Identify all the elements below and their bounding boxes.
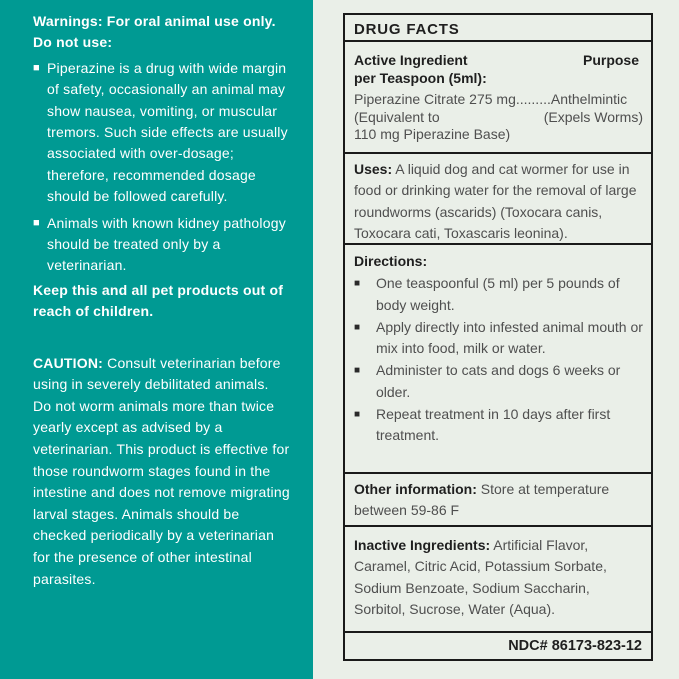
direction-item — [354, 317, 643, 360]
active-ingredient-values — [354, 91, 643, 144]
warning-bullet-item — [33, 58, 290, 208]
equivalent-row — [354, 109, 643, 127]
piperazine-base-text: 110 mg Piperazine Base) — [354, 126, 511, 143]
square-bullet-icon: ■ — [354, 278, 361, 290]
inactive-ingredients-text: Artificial Flavor, Caramel, Citric Acid, Potassium Sorbate, Sodium Benzoate, Sodium Saccharin, Sorbitol, Sucrose, Water (Aqua). — [354, 537, 607, 618]
equivalent-text: (Equivalent to — [354, 108, 440, 125]
direction-item — [354, 273, 643, 316]
purpose-heading: Purpose — [582, 52, 639, 68]
ingredient-dotted-line: Piperazine Citrate 275 mg.........Anthelmintic — [354, 91, 628, 107]
other-information-section — [345, 474, 651, 527]
caution-label: CAUTION: — [33, 354, 104, 371]
other-information-text: Store at temperature between 59-86 F — [354, 481, 610, 519]
ndc-number: NDC# 86173-823-12 — [508, 638, 642, 654]
active-ingredient-heading-line1: Active Ingredient — [354, 52, 468, 68]
square-bullet-icon: ■ — [33, 216, 40, 229]
direction-item — [354, 360, 643, 403]
square-bullet-icon: ■ — [354, 365, 361, 377]
keep-out-of-reach-text: Keep this and all pet products out of reach of children. — [33, 281, 284, 320]
square-bullet-icon: ■ — [354, 409, 361, 421]
caution-text: Consult veterinarian before using in severely debilitated animals. Do not worm animals more than twice yearly except as advised by a veterinarian. This product is effective for those roundworm stages found in the intestine and does not remove migrating larval stages. Animals should be checked periodically by a veterinarian for the presence of other intestinal parasites. — [33, 354, 290, 587]
do-not-use-heading: Do not use: — [33, 34, 113, 51]
square-bullet-icon: ■ — [354, 321, 361, 333]
uses-label: Uses: — [354, 161, 393, 177]
square-bullet-icon: ■ — [33, 61, 40, 74]
direction-item — [354, 404, 643, 447]
warning-bullet-item — [33, 213, 290, 277]
warning-bullet-text: Piperazine is a drug with wide margin of safety, occasionally an animal may show nausea, vomiting, or muscular tremors. Such side effects are usually associated with over-dosage; therefore, recommended dosage should be followed carefully. — [47, 59, 288, 205]
drug-facts-title: DRUG FACTS — [345, 15, 651, 42]
active-ingredient-section — [345, 42, 651, 154]
uses-text: A liquid dog and cat wormer for use in food or drinking water for the removal of large roundworms (ascarids) (Toxocara canis, Toxocara cati, Toxascaris leonina). — [354, 161, 637, 241]
active-ingredient-heading-line2: per Teaspoon (5ml): — [354, 70, 487, 86]
other-information-label: Other information: — [354, 481, 477, 497]
active-ingredient-header-row — [354, 51, 643, 87]
direction-text: Repeat treatment in 10 days after first treatment. — [376, 406, 611, 444]
directions-section — [345, 245, 651, 474]
inactive-ingredients-section — [345, 527, 651, 633]
uses-section — [345, 154, 651, 245]
direction-text: Administer to cats and dogs 6 weeks or older. — [376, 362, 621, 400]
warning-bullet-text: Animals with known kidney pathology should be treated only by a veterinarian. — [47, 214, 286, 274]
warnings-panel — [0, 0, 313, 679]
caution-paragraph — [33, 353, 290, 591]
drug-facts-box — [343, 13, 653, 661]
warnings-title: Warnings: For oral animal use only. — [33, 13, 276, 29]
inactive-ingredients-label: Inactive Ingredients: — [354, 537, 491, 553]
direction-text: One teaspoonful (5 ml) per 5 pounds of body weight. — [376, 275, 620, 313]
active-ingredient-heading — [354, 51, 487, 87]
purpose-value: (Expels Worms) — [543, 108, 643, 125]
direction-text: Apply directly into infested animal mouth or mix into food, milk or water. — [376, 318, 643, 357]
directions-label: Directions: — [354, 253, 428, 269]
